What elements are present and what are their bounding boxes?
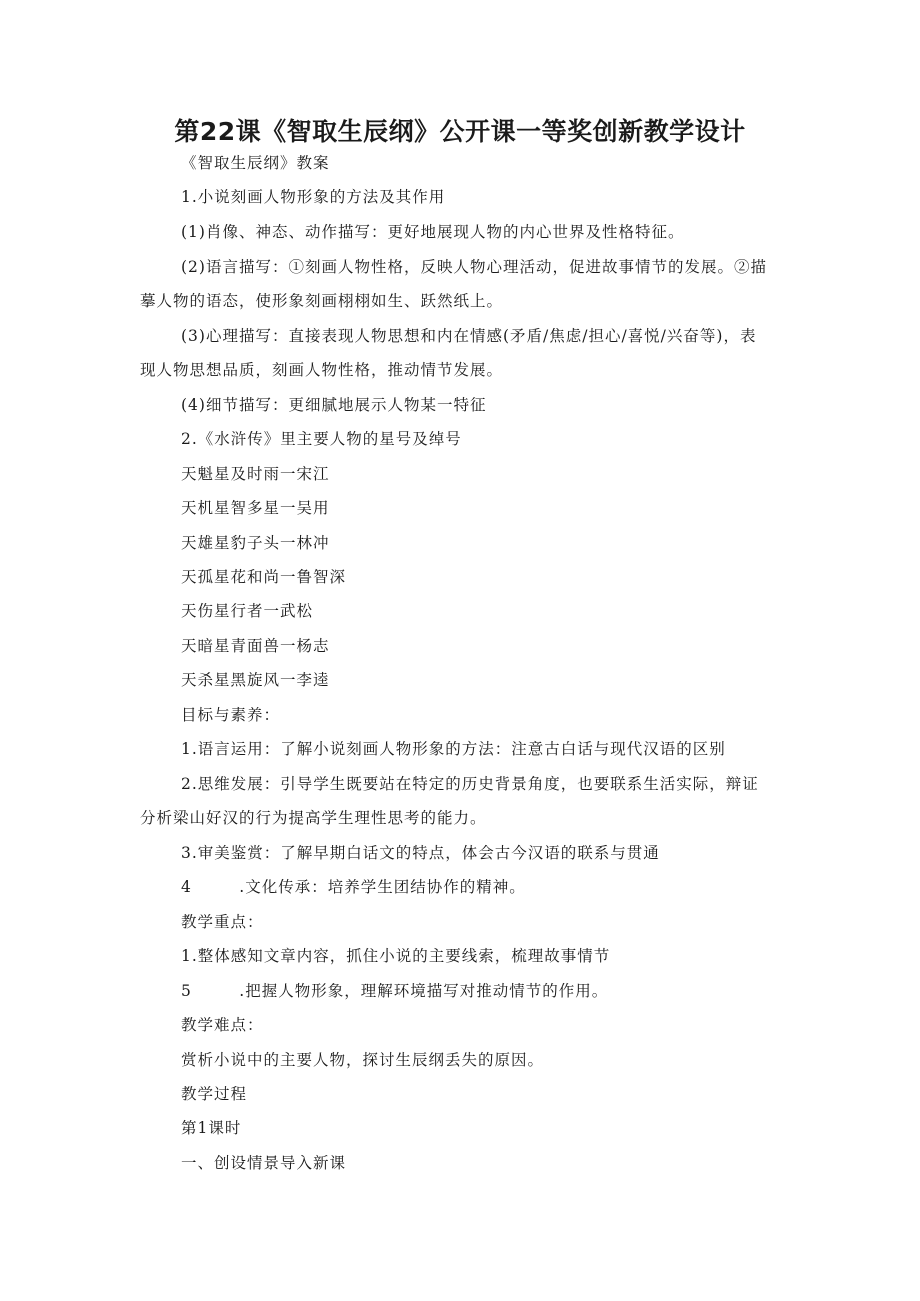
- text-line: 第1课时: [181, 1119, 242, 1137]
- text-line: 一、创设情景导入新课: [181, 1154, 347, 1172]
- text-line: 分析梁山好汉的行为提高学生理性思考的能力。: [140, 809, 487, 827]
- text-line: (4)细节描写：更细腻地展示人物某一特征: [181, 396, 487, 414]
- text-line: (2)语言描写：①刻画人物性格，反映人物心理活动，促进故事情节的发展。②描: [181, 258, 767, 276]
- text-line: (1)肖像、神态、动作描写：更好地展现人物的内心世界及性格特征。: [181, 223, 685, 241]
- text-line: 天杀星黑旋风一李逵: [181, 671, 330, 689]
- text-line: 1.语言运用：了解小说刻画人物形象的方法：注意古白话与现代汉语的区别: [181, 740, 726, 758]
- text-line: 《智取生辰纲》教案: [181, 154, 330, 172]
- text-line: (3)心理描写：直接表现人物思想和内在情感(矛盾/焦虑/担心/喜悦/兴奋等)，表: [181, 327, 757, 345]
- text-line: 现人物思想品质，刻画人物性格，推动情节发展。: [140, 361, 504, 379]
- text-line: 目标与素养：: [181, 706, 281, 724]
- text-line: 5 .把握人物形象，理解环境描写对推动情节的作用。: [181, 982, 609, 1000]
- text-line: 教学难点：: [181, 1016, 264, 1034]
- text-line: 1.小说刻画人物形象的方法及其作用: [181, 188, 446, 206]
- document-title: 第22课《智取生辰纲》公开课一等奖创新教学设计: [174, 117, 746, 146]
- text-line: 4 .文化传承：培养学生团结协作的精神。: [181, 878, 526, 896]
- text-line: 天孤星花和尚一鲁智深: [181, 568, 347, 586]
- text-line: 天雄星豹子头一林冲: [181, 534, 330, 552]
- text-line: 3.审美鉴赏：了解早期白话文的特点，体会古今汉语的联系与贯通: [181, 844, 660, 862]
- text-line: 天伤星行者一武松: [181, 602, 314, 620]
- text-line: 1.整体感知文章内容，抓住小说的主要线索，梳理故事情节: [181, 947, 611, 965]
- text-line: 天机星智多星一吴用: [181, 499, 330, 517]
- text-line: 2.思维发展：引导学生既要站在特定的历史背景角度，也要联系生活实际，辩证: [181, 775, 759, 793]
- text-line: 教学过程: [181, 1085, 248, 1103]
- text-line: 2.《水浒传》里主要人物的星号及绰号: [181, 430, 462, 448]
- text-line: 赏析小说中的主要人物，探讨生辰纲丢失的原因。: [181, 1051, 545, 1069]
- text-line: 教学重点：: [181, 913, 264, 931]
- text-line: 摹人物的语态，使形象刻画栩栩如生、跃然纸上。: [140, 292, 504, 310]
- text-line: 天暗星青面兽一杨志: [181, 637, 330, 655]
- text-line: 天魁星及时雨一宋江: [181, 465, 330, 483]
